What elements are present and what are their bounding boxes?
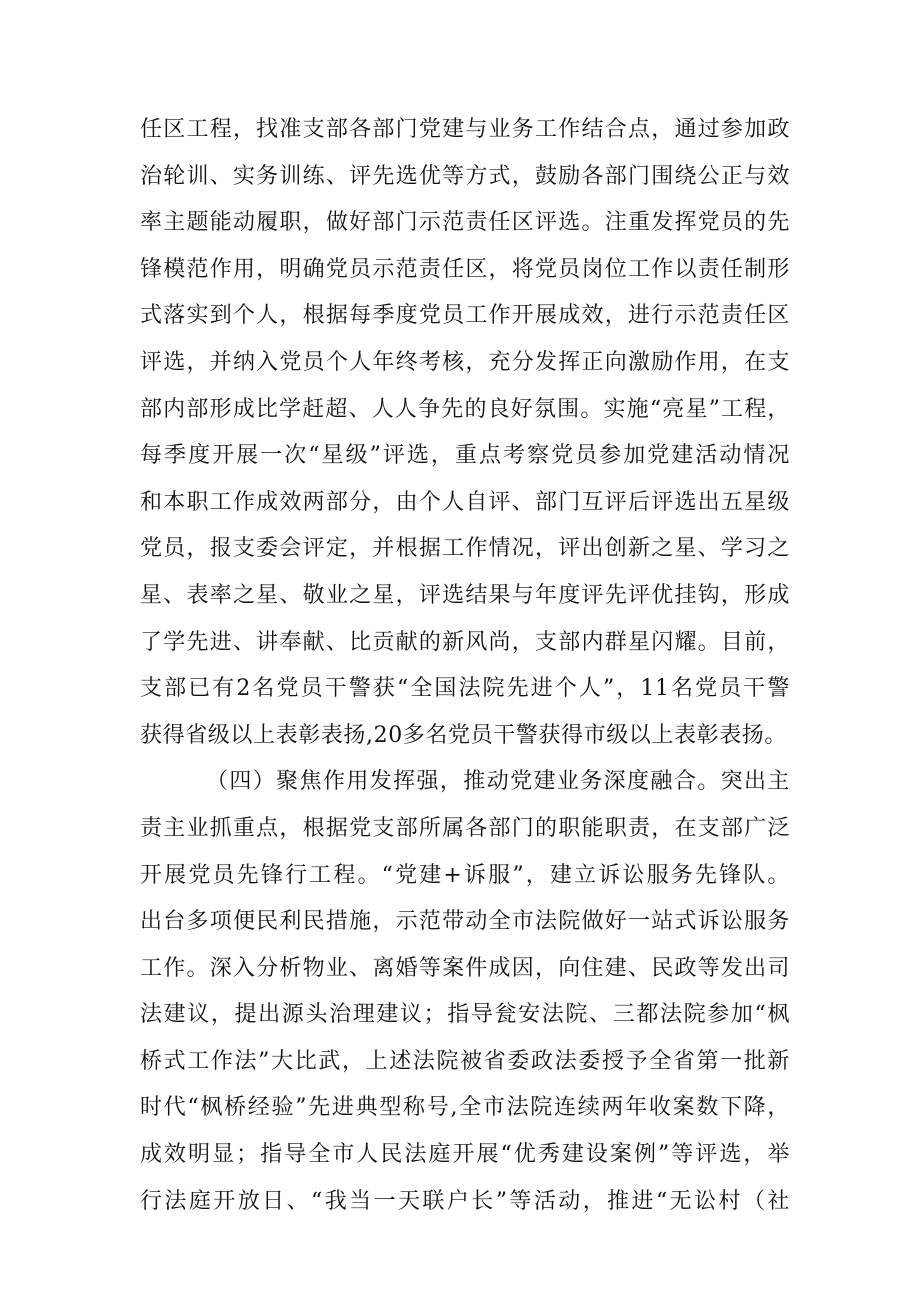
text-line: 星、表率之星、敬业之星，评选结果与年度评先评优挂钩，形成 [140, 582, 790, 608]
paragraph-1 [140, 107, 790, 759]
text-line: 开展党员先锋行工程。“党建+诉服”，建立诉讼服务先锋队。 [140, 862, 790, 888]
body-text [140, 107, 790, 1225]
text-line: 法建议，提出源头治理建议；指导瓮安法院、三都法院参加“枫 [140, 1002, 790, 1028]
text-line: 时代“枫桥经验”先进典型称号,全市法院连续两年收案数下降， [140, 1095, 790, 1121]
text-line: 治轮训、实务训练、评先选优等方式，鼓励各部门围绕公正与效 [140, 163, 790, 189]
text-line: 和本职工作成效两部分，由个人自评、部门互评后评选出五星级 [140, 489, 790, 515]
text-line: 了学先进、讲奉献、比贡献的新风尚，支部内群星闪耀。目前， [140, 629, 790, 655]
text-line: 工作。深入分析物业、离婚等案件成因，向住建、民政等发出司 [140, 955, 790, 981]
text-line: 获得省级以上表彰表扬,20多名党员干警获得市级以上表彰表扬。 [140, 722, 787, 748]
paragraph-2 [140, 759, 790, 1225]
text-line: 评选，并纳入党员个人年终考核，充分发挥正向激励作用，在支 [140, 349, 790, 375]
text-line: 任区工程，找准支部各部门党建与业务工作结合点，通过参加政 [140, 117, 790, 142]
text-line: 率主题能动履职，做好部门示范责任区评选。注重发挥党员的先 [140, 210, 790, 236]
text-line: 成效明显；指导全市人民法庭开展“优秀建设案例”等评选，举 [140, 1142, 790, 1168]
text-line: 锋模范作用，明确党员示范责任区，将党员岗位工作以责任制形 [140, 256, 790, 282]
text-line: 桥式工作法”大比武，上述法院被省委政法委授予全省第一批新 [140, 1048, 790, 1074]
text-line: 式落实到个人，根据每季度党员工作开展成效，进行示范责任区 [140, 303, 790, 329]
text-line: 责主业抓重点，根据党支部所属各部门的职能职责，在支部广泛 [140, 815, 790, 841]
text-line: 部内部形成比学赶超、人人争先的良好氛围。实施“亮星”工程， [140, 396, 790, 422]
text-line: 行法庭开放日、“我当一天联户长”等活动，推进“无讼村（社 [140, 1188, 790, 1214]
text-line: 支部已有2名党员干警获“全国法院先进个人”，11名党员干警 [140, 676, 790, 702]
section-heading-line: （四）聚焦作用发挥强，推动党建业务深度融合。突出主 [206, 769, 790, 795]
text-line: 出台多项便民利民措施，示范带动全市法院做好一站式诉讼服务 [140, 909, 790, 935]
text-line: 每季度开展一次“星级”评选，重点考察党员参加党建活动情况 [140, 443, 790, 469]
text-line: 党员，报支委会评定，并根据工作情况，评出创新之星、学习之 [140, 536, 790, 562]
